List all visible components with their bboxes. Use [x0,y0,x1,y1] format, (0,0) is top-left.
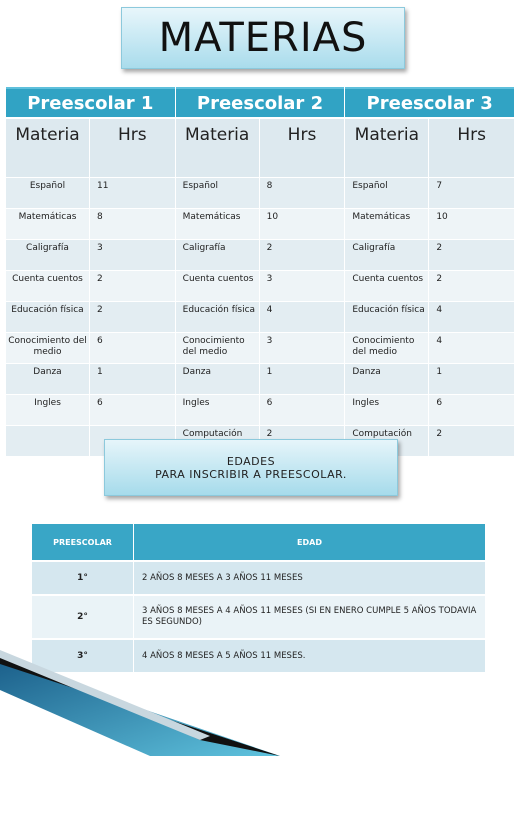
column-heading: Preescolar 2 [176,87,345,117]
edades-title: EDADES [226,454,276,468]
hrs-header: Hrs [457,125,486,145]
hrs-cell: 7 [436,181,443,191]
edad-cell: 3 AÑOS 8 MESES A 4 AÑOS 11 MESES (SI EN ENERO CUMPLE 5 AÑOS TODAVIA ES SEGUNDO) [142,606,477,627]
materia-cell: Ingles [176,395,260,425]
materia-cell: Ingles [345,395,429,425]
materia-cell: Español [345,178,429,208]
materia-cell: Conocimiento del medio [6,333,90,363]
hrs-cell: 6 [97,398,103,408]
table-row [176,239,345,270]
grade-cell: 2° [32,596,134,638]
hrs-cell: 8 [97,212,103,222]
edad-cell: 4 AÑOS 8 MESES A 5 AÑOS 11 MESES. [142,650,306,661]
materia-cell: Cuenta cuentos [6,271,90,301]
table-row [32,594,485,638]
materia-header: Materia [6,119,90,177]
materia-cell: Ingles [6,395,90,425]
table-row [176,270,345,301]
table-row [345,239,514,270]
materia-header: Materia [176,119,260,177]
hrs-cell: 11 [97,181,109,191]
grade-cell: 3° [32,640,134,672]
hrs-cell: 3 [97,243,103,253]
hrs-cell: 2 [436,274,443,284]
materia-cell: Educación física [176,302,260,332]
materia-cell: Español [6,178,90,208]
table-row [345,332,514,363]
hrs-cell: 1 [436,367,443,377]
table-row [176,301,345,332]
sub-header [176,117,345,177]
table-row [6,177,175,208]
materia-cell: Cuenta cuentos [345,271,429,301]
hrs-cell: 4 [436,336,443,346]
title-box [121,7,405,69]
materia-cell: Educación física [345,302,429,332]
hrs-cell: 2 [266,429,273,439]
sub-header [6,117,175,177]
edad-header: EDAD [297,537,322,547]
hrs-cell: 3 [266,274,273,284]
grade-cell: 1° [32,562,134,594]
column-preescolar-3 [345,87,514,456]
table-row [345,363,514,394]
table-row [176,208,345,239]
table-row [345,301,514,332]
table-row [32,560,485,594]
edades-box [104,439,398,496]
hrs-cell: 2 [436,243,443,253]
table-row [345,208,514,239]
materia-cell: Caligrafía [345,240,429,270]
hrs-header: Hrs [118,125,147,145]
materia-cell: Conocimiento del medio [176,333,260,363]
materia-cell: Matemáticas [6,209,90,239]
materia-cell: Matemáticas [345,209,429,239]
table-row [6,394,175,425]
materia-cell: Danza [176,364,260,394]
sub-header [345,117,514,177]
materia-cell: Computación [345,426,429,456]
table-row [345,270,514,301]
hrs-cell: 2 [436,429,443,439]
column-preescolar-1 [6,87,175,456]
materia-cell: Matemáticas [176,209,260,239]
hrs-cell: 1 [97,367,103,377]
materia-cell: Danza [345,364,429,394]
table-row [176,363,345,394]
column-preescolar-2 [176,87,345,456]
preescolar-header: PREESCOLAR [32,524,134,560]
hrs-cell: 10 [266,212,279,222]
edades-subtitle: PARA INSCRIBIR A PREESCOLAR. [155,467,347,481]
materias-table [6,87,514,456]
hrs-cell: 2 [266,243,273,253]
table-row [176,177,345,208]
hrs-cell: 4 [436,305,443,315]
materia-cell: Danza [6,364,90,394]
materia-cell: Caligrafía [176,240,260,270]
materia-cell: Educación física [6,302,90,332]
table-row [6,208,175,239]
materia-cell: Español [176,178,260,208]
hrs-cell: 6 [97,336,103,346]
hrs-cell: 8 [266,181,273,191]
hrs-header: Hrs [287,125,317,145]
hrs-cell: 2 [97,274,103,284]
column-heading: Preescolar 1 [6,87,175,117]
table-row [6,239,175,270]
hrs-cell: 10 [436,212,448,222]
table-row [6,332,175,363]
page-title: MATERIAS [158,15,368,61]
hrs-cell: 3 [266,336,273,346]
hrs-cell: 6 [436,398,443,408]
hrs-cell: 2 [97,305,103,315]
materia-cell: Caligrafía [6,240,90,270]
table-row [176,394,345,425]
hrs-cell: 6 [266,398,273,408]
materia-cell: Cuenta cuentos [176,271,260,301]
table-row [176,332,345,363]
table-row [345,394,514,425]
edad-cell: 2 AÑOS 8 MESES A 3 AÑOS 11 MESES [142,572,303,583]
table-row [6,301,175,332]
table-row [6,363,175,394]
hrs-cell: 4 [266,305,273,315]
materia-header: Materia [345,119,429,177]
table-row [345,177,514,208]
materia-cell: Conocimiento del medio [345,333,429,363]
materia-cell: Computación [176,426,260,456]
column-heading: Preescolar 3 [345,87,514,117]
hrs-cell: 1 [266,367,273,377]
table-row [6,270,175,301]
materia-cell [6,426,90,456]
age-table-header [32,524,485,560]
decorative-swoosh [0,650,300,760]
